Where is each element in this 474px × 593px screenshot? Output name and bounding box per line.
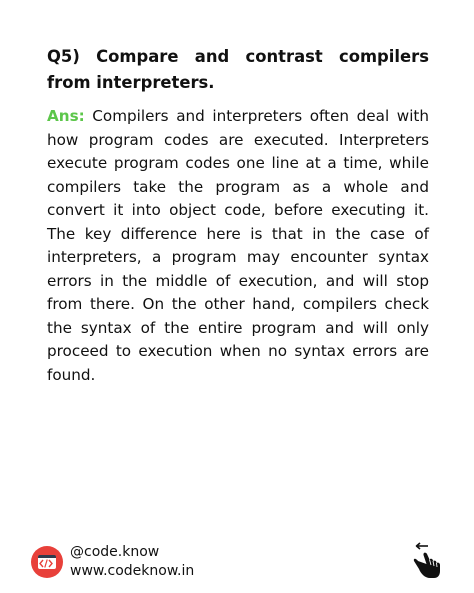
- answer-label: Ans:: [47, 107, 85, 125]
- website-link[interactable]: www.codeknow.in: [70, 563, 195, 579]
- social-handle[interactable]: @code.know: [70, 544, 160, 560]
- answer-body: Compilers and interpreters often deal with how program codes are executed. Interpreters execute program codes one line at a time, while compilers take the program as a whole and convert it into object code, before executing it. The key difference here is that in the case of interpreters, a program may encounter syntax errors in the middle of execution, and will stop from there. On the other hand, compilers check the syntax of the entire program and will only proceed to execution when no syntax errors are found.: [47, 107, 429, 384]
- question-heading: Q5) Compare and contrast compilers from interpreters.: [47, 47, 429, 92]
- answer-paragraph: [47, 105, 429, 387]
- code-logo-icon: [31, 546, 63, 578]
- swipe-hand-icon: [408, 541, 442, 581]
- footer-branding: [31, 541, 194, 583]
